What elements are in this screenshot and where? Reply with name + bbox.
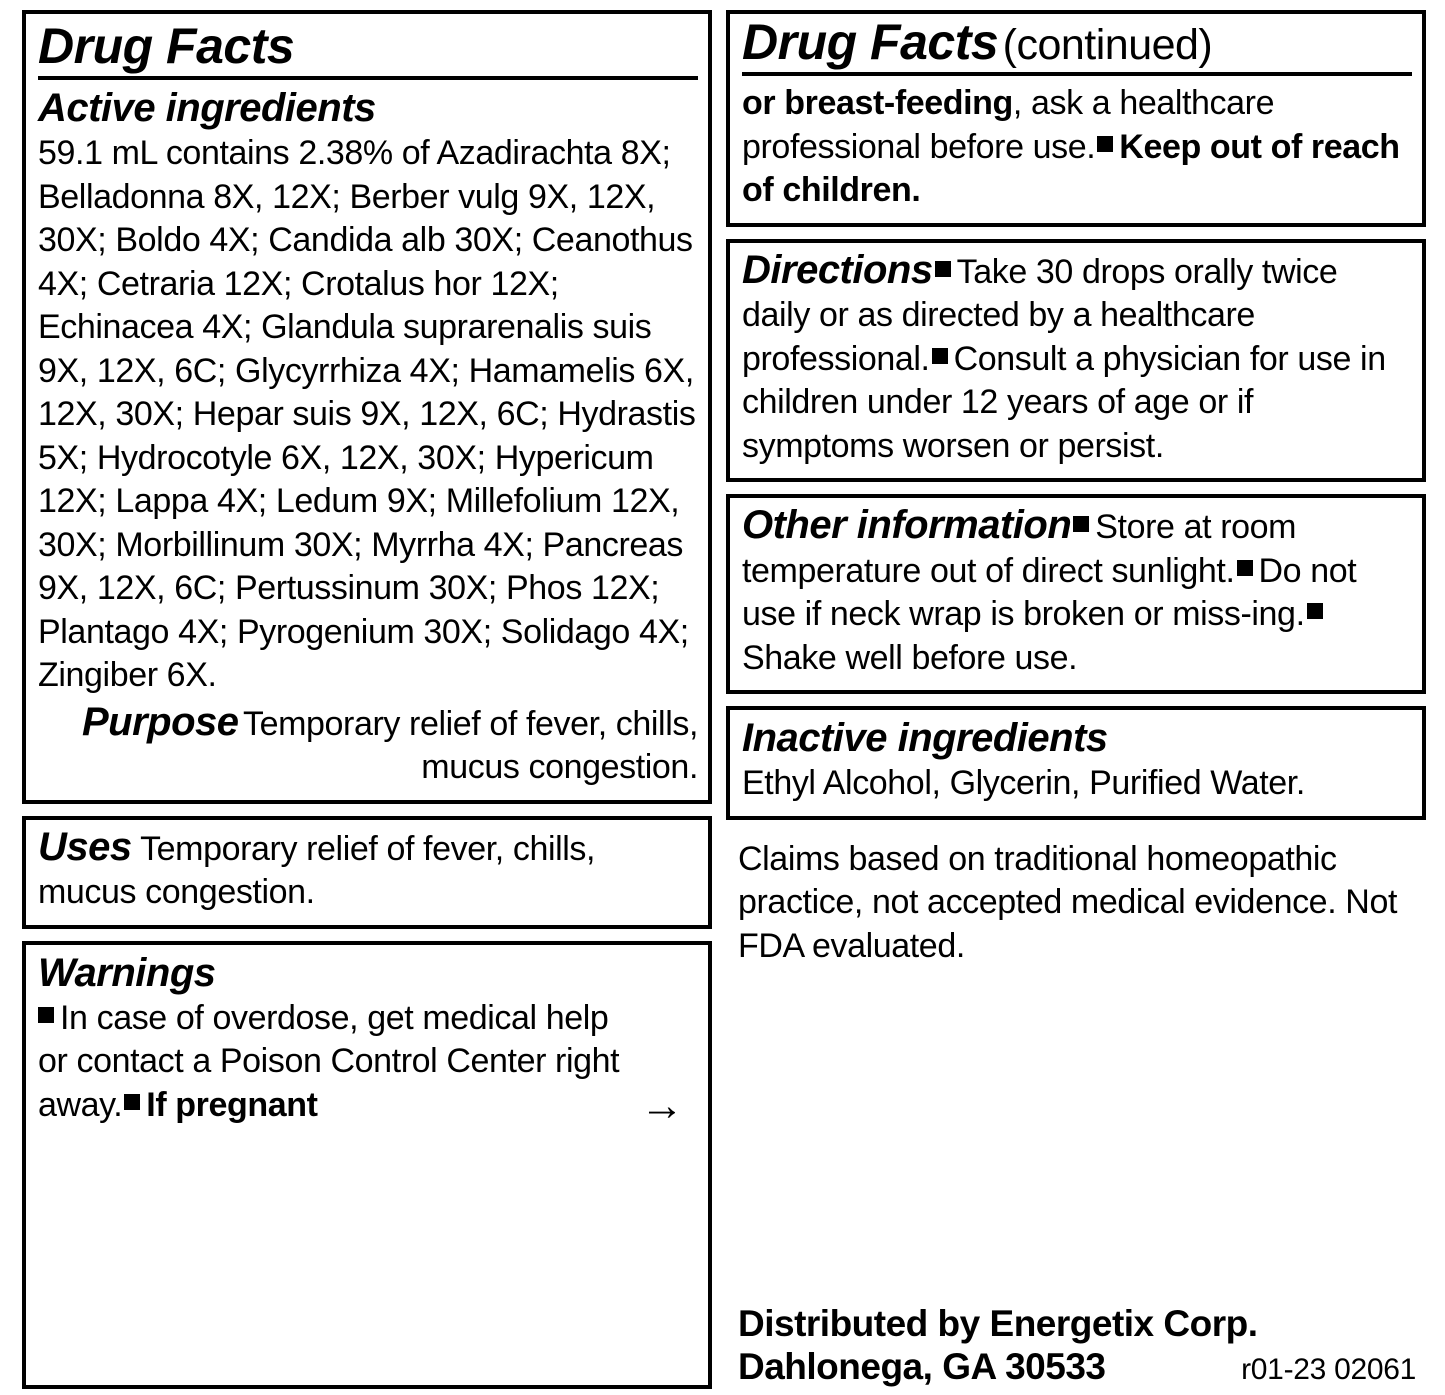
warnings-continued-lead: or breast-feeding bbox=[742, 84, 1013, 122]
keep-out-of-reach: Keep out of reach of children. bbox=[742, 127, 1400, 210]
warnings-continued-body: , ask a healthcare professional before use. bbox=[742, 84, 1275, 166]
active-ingredients-heading: Active ingredients bbox=[38, 86, 376, 130]
purpose-text: Temporary relief of fever, chills, mucus congestion. bbox=[242, 704, 698, 787]
bullet-square-icon bbox=[1097, 136, 1113, 152]
other-information-box bbox=[726, 494, 1426, 694]
inactive-ingredients-text: Ethyl Alcohol, Glycerin, Purified Water. bbox=[742, 764, 1305, 803]
bullet-square-icon bbox=[38, 1007, 54, 1023]
uses-text: Temporary relief of fever, chills, mucus congestion. bbox=[38, 829, 596, 912]
active-ingredients-text: 59.1 mL contains 2.38% of Azadirachta 8X; Belladonna 8X, 12X; Berber vulg 9X, 12X, 30X; Boldo 4X; Candida alb 30X; Ceanothus 4X; Cetraria 12X; Crotalus hor 12X; Echinacea 4X; Glandula suprarenalis suis 9X, 12X, 6C; Glycyrrhiza 4X; Hamamelis 6X, 12X, 30X; Hepar suis 9X, 12X, 6C; Hydrastis 5X; Hydrocotyle 6X, 12X, 30X; Hypericum 12X; Lappa 4X; Ledum 9X; Millefolium 12X, 30X; Morbillinum 30X; Myrrha 4X; Pancreas 9X, 12X, 6C; Pertussinum 30X; Phos 12X; Plantago 4X; Pyrogenium 30X; Solidago 4X; Zingiber 6X. bbox=[38, 134, 696, 695]
right-column bbox=[726, 10, 1426, 1389]
bullet-square-icon bbox=[1307, 603, 1323, 619]
bullet-square-icon bbox=[935, 261, 951, 277]
warnings-continued-text bbox=[742, 82, 1412, 213]
title-divider-continued bbox=[742, 72, 1412, 76]
claims-and-distributor-box bbox=[726, 820, 1426, 1389]
uses-box bbox=[22, 816, 712, 929]
directions-item-2: Consult a physician for use in children under 12 years of age or if symptoms worsen or persist. bbox=[742, 339, 1386, 465]
continuation-arrow-icon: → bbox=[640, 1081, 684, 1131]
directions-heading: Directions bbox=[742, 247, 933, 292]
title-divider bbox=[38, 76, 698, 80]
other-information-item-3: Shake well before use. bbox=[742, 638, 1078, 677]
drug-facts-continued-main: Drug Facts bbox=[742, 14, 999, 70]
warnings-heading: Warnings bbox=[38, 950, 216, 995]
warnings-box bbox=[22, 941, 712, 1389]
purpose-line bbox=[38, 700, 698, 790]
warnings-continued-box bbox=[726, 10, 1426, 227]
purpose-heading: Purpose bbox=[81, 699, 239, 744]
warnings-item-1: In case of overdose, get medical help or contact a Poison Control Center right away. bbox=[38, 998, 620, 1124]
uses-paragraph bbox=[38, 826, 698, 915]
directions-paragraph bbox=[742, 249, 1412, 469]
warnings-content-row bbox=[38, 997, 698, 1131]
inactive-ingredients-box bbox=[726, 706, 1426, 820]
other-information-item-1: Store at room temperature out of direct sunlight. bbox=[742, 508, 1297, 590]
bullet-square-icon bbox=[932, 348, 948, 364]
distributor-line-2-row bbox=[738, 1345, 1416, 1389]
inactive-ingredients-heading: Inactive ingredients bbox=[742, 716, 1108, 761]
warnings-text bbox=[38, 997, 630, 1128]
claims-text: Claims based on traditional homeopathic practice, not accepted medical evidence. Not FDA evaluated. bbox=[738, 839, 1397, 965]
drug-facts-title: Drug Facts bbox=[38, 18, 295, 74]
distributor-line-1: Distributed by Energetix Corp. bbox=[738, 1302, 1258, 1344]
bullet-square-icon bbox=[124, 1094, 140, 1110]
other-information-item-2: Do not use if neck wrap is broken or miss-ing. bbox=[742, 551, 1357, 634]
distributor-line-2: Dahlonega, GA 30533 bbox=[738, 1346, 1106, 1388]
other-information-heading: Other information bbox=[742, 503, 1072, 548]
drug-facts-continued-title bbox=[742, 16, 1412, 68]
directions-box bbox=[726, 239, 1426, 483]
distributor-block bbox=[738, 1302, 1416, 1389]
active-ingredients-box bbox=[22, 10, 712, 804]
left-column bbox=[22, 10, 712, 1389]
drug-facts-continued-suffix: (continued) bbox=[1002, 21, 1213, 69]
bullet-square-icon bbox=[1237, 560, 1253, 576]
directions-item-1: Take 30 drops orally twice daily or as directed by a healthcare professional. bbox=[742, 252, 1338, 378]
bullet-square-icon bbox=[1073, 516, 1089, 532]
warnings-item-2: If pregnant bbox=[146, 1085, 318, 1124]
other-information-paragraph bbox=[742, 504, 1412, 680]
uses-heading: Uses bbox=[38, 824, 132, 869]
revision-code: r01-23 02061 bbox=[1241, 1353, 1416, 1387]
